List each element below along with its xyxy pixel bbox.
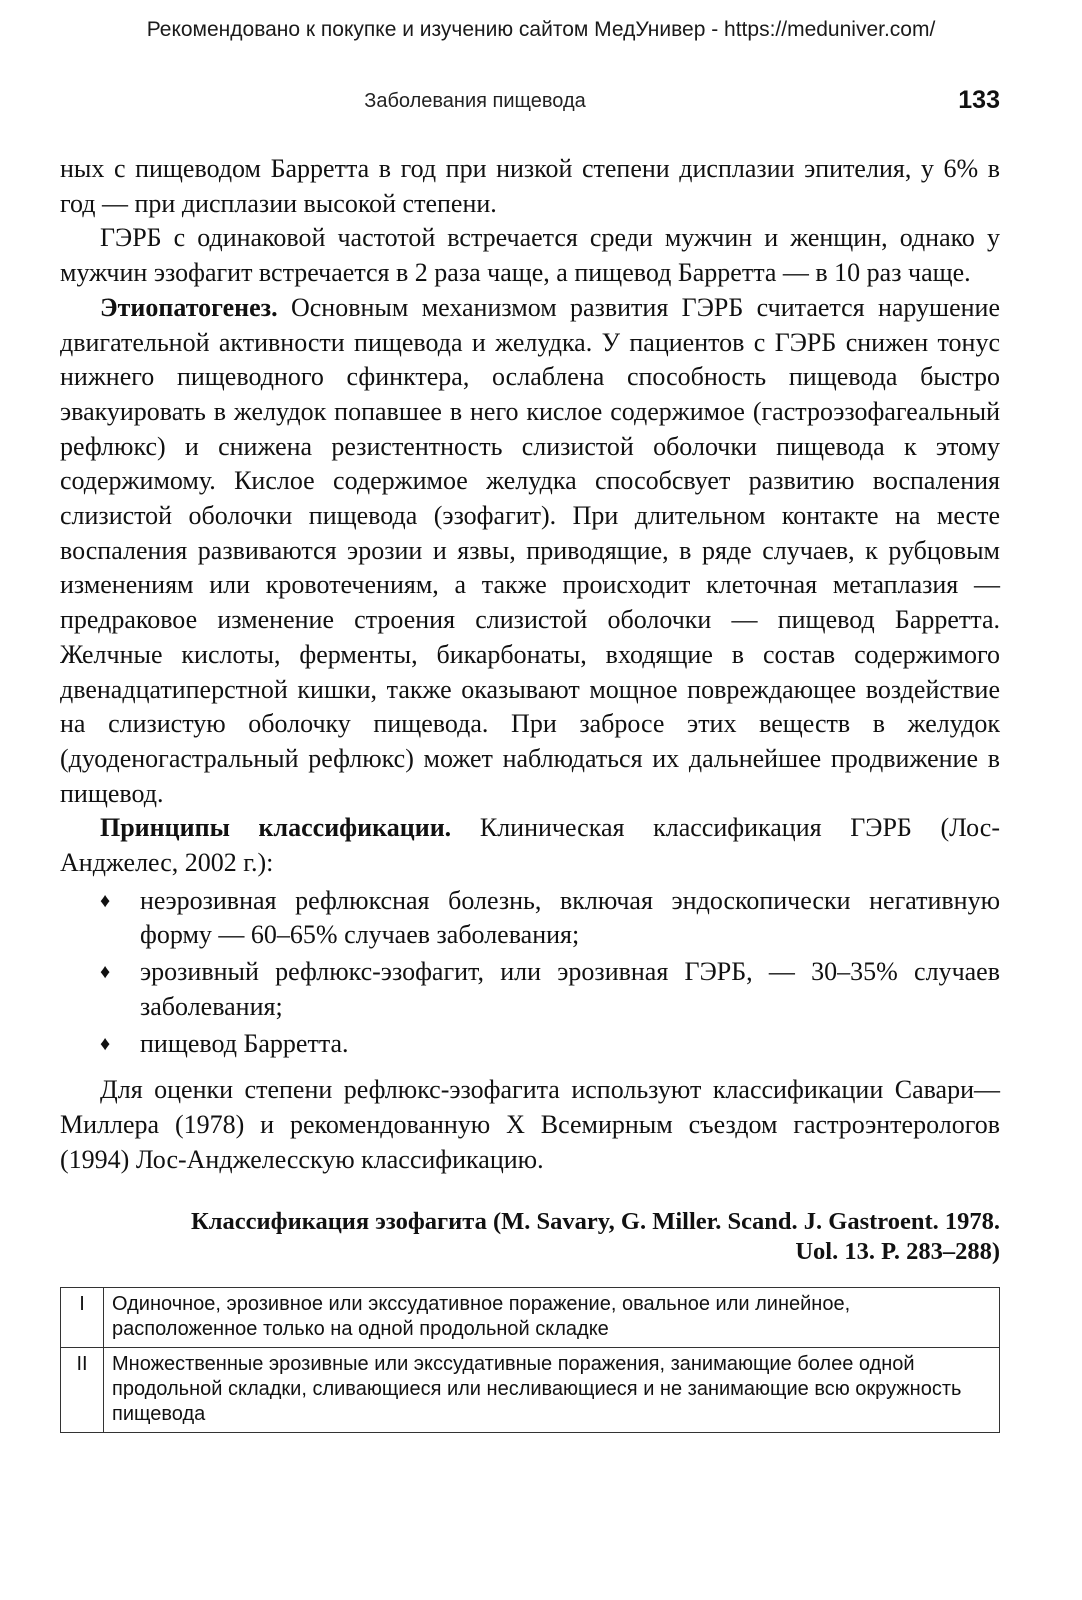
grade-cell: II: [61, 1348, 104, 1433]
classification-title-line: Классификация эзофагита (M. Savary, G. Miller. Scand. J. Gastroent. 1978.: [191, 1208, 1000, 1236]
paragraph-grading: Для оценки степени рефлюкс-эзофагита используют классификации Савари—Миллера (1978) и рекомендованную X Всемирным съездом гастроэнтерологов (1994) Лос-Анджелесскую классификацию.: [60, 1075, 1000, 1174]
classification-principles-text: Клиническая классификация ГЭРБ (Лос-Анджелес, 2002 г.):: [60, 813, 1000, 878]
list-item: [100, 884, 1000, 953]
list-item-text: эрозивный рефлюкс-эзофагит, или эрозивная ГЭРБ, — 30–35% случаев заболевания;: [140, 957, 1000, 1021]
list-item-text: пищевод Барретта.: [140, 1028, 349, 1058]
running-header: [60, 86, 1000, 116]
section-title: Заболевания пищевода: [364, 90, 586, 112]
description-cell: Множественные эрозивные или экссудативные поражения, занимающие более одной продольной складки, сливающиеся или несливающиеся и не занимающие всю окружность пищевода: [104, 1348, 1000, 1433]
etiopathogenesis-text: Основным механизмом развития ГЭРБ считается нарушение двигательной активности пищевода и желудка. У пациентов с ГЭРБ снижен тонус нижнего пищеводного сфинктера, ослаблена способность пищевода быстро эвакуировать в желудок попавшее в него кислое содержимое (гастроэзофагеальный рефлюкс) и снижена резистентность слизистой оболочки пищевода к этому содержимому. Кислое содержимое желудка способсвует развитию воспаления слизистой оболочки пищевода (эзофагит). При длительном контакте на месте воспаления развиваются эрозии и язвы, приводящие, в ряде случаев, к рубцовым изменениям или кровотечениям, а также происходит клеточная метаплазия — предраковое изменение строения слизистой оболочки — пищевод Барретта. Желчные кислоты, ферменты, бикарбонаты, входящие в состав содержимого двенадцатиперстной кишки, также оказывают мощное повреждающее воздействие на слизистую оболочку пищевода. При забросе этих веществ в желудок (дуоденогастральный рефлюкс) может наблюдаться их дальнейшее продвижение в пищевод.: [60, 292, 1000, 808]
page-number: 133: [958, 86, 1000, 114]
paragraph-continuation: ных с пищеводом Барретта в год при низкой степени дисплазии эпителия, у 6% в год — при дисплазии высокой степени.: [60, 154, 1000, 218]
classification-list: [60, 884, 1000, 1062]
table-row: [61, 1348, 1000, 1433]
list-item: [100, 1027, 1000, 1062]
diamond-bullet-icon: ♦: [100, 961, 111, 984]
list-item: [100, 955, 1000, 1024]
description-cell: Одиночное, эрозивное или экссудативное поражение, овальное или линейное, расположенное только на одной продольной складке: [104, 1288, 1000, 1348]
grade-cell: I: [61, 1288, 104, 1348]
classification-table: [60, 1287, 1000, 1433]
classification-principles-heading: Принципы классификации.: [100, 813, 452, 843]
watermark-text: Рекомендовано к покупке и изучению сайтом МедУнивер - https://meduniver.com/: [146, 18, 936, 41]
diamond-bullet-icon: ♦: [100, 889, 111, 912]
diamond-bullet-icon: ♦: [100, 1032, 111, 1055]
paragraph-classification-principles: [60, 811, 1000, 880]
paragraph-gerd-frequency: ГЭРБ с одинаковой частотой встречается среди мужчин и женщин, однако у мужчин эзофагит встречается в 2 раза чаще, а пищевод Барретта — в 10 раз чаще.: [60, 223, 1000, 288]
etiopathogenesis-heading: Этиопатогенез.: [100, 292, 278, 322]
main-text: [60, 152, 1000, 1433]
paragraph-etiopathogenesis: [60, 291, 1000, 812]
classification-title-line: Uol. 13. P. 283–288): [795, 1238, 1000, 1266]
classification-table-title: [60, 1207, 1000, 1267]
table-row: [61, 1288, 1000, 1348]
list-item-text: неэрозивная рефлюксная болезнь, включая эндоскопически негативную форму — 60–65% случаев заболевания;: [140, 885, 1000, 950]
